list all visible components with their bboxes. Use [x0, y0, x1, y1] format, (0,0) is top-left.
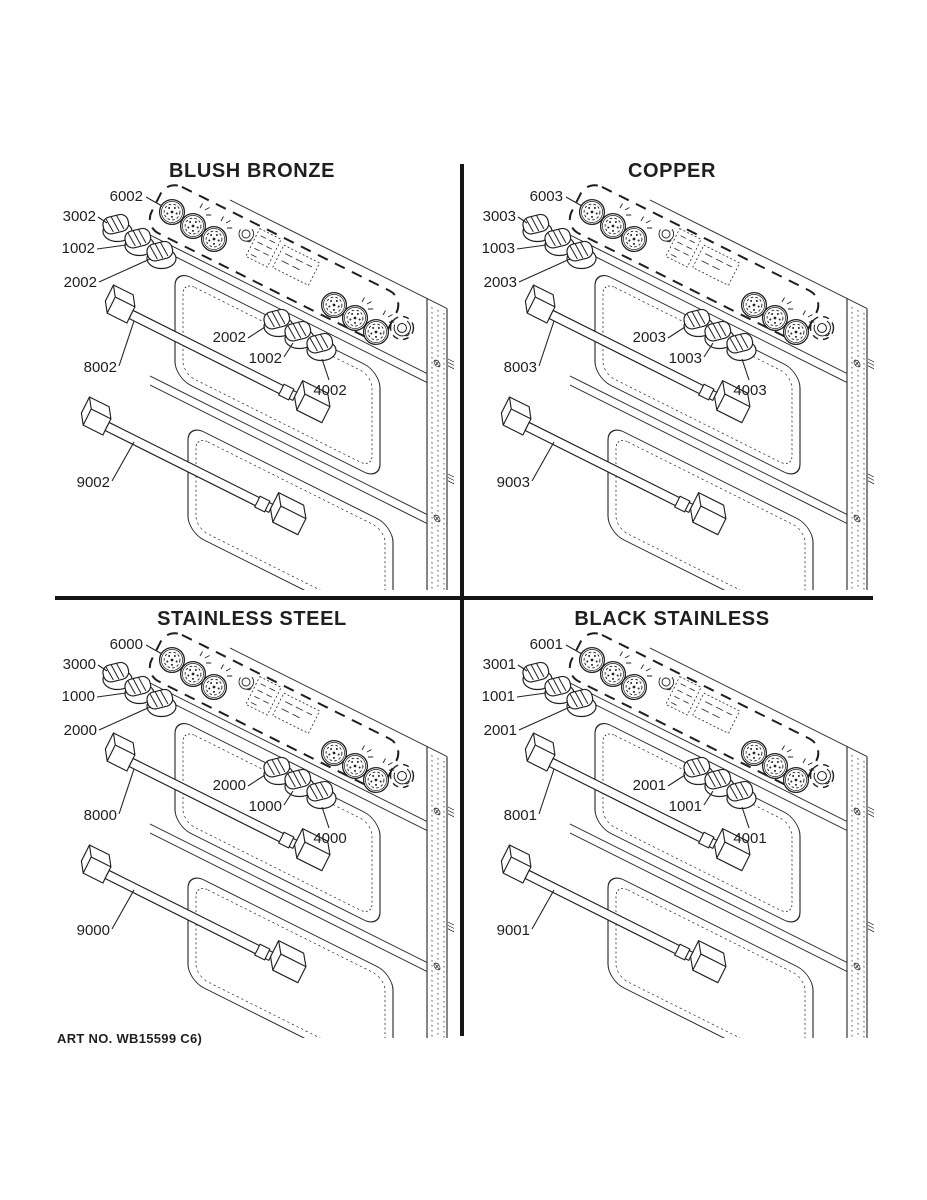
- door-handle-icon: [76, 397, 311, 535]
- callout-label: 1001: [481, 688, 515, 705]
- burner-dial-icon: [657, 674, 675, 691]
- divider-vertical: [460, 164, 464, 1036]
- finish-panel: [470, 158, 874, 590]
- burner-spark-icon: [221, 217, 232, 229]
- callout-label: 2000: [212, 777, 246, 794]
- callout-label: 8003: [503, 359, 537, 376]
- finish-diagram: [50, 158, 454, 590]
- knob-bezel-icon: [601, 214, 626, 239]
- knob-bezel-icon: [181, 214, 206, 239]
- callout-lower-handle: [497, 442, 554, 491]
- door-handle-icon: [100, 285, 335, 423]
- screw-icon: [434, 514, 440, 523]
- callout-label: 9003: [496, 474, 530, 491]
- knob-bezel-icon: [343, 754, 368, 779]
- callout-label: 6001: [529, 636, 563, 653]
- callout-label: 8002: [83, 359, 117, 376]
- callout-center-knob2: [249, 791, 293, 815]
- callout-center-knob3: [733, 359, 766, 399]
- burner-spark-icon: [200, 204, 211, 216]
- callout-label: 9002: [76, 474, 110, 491]
- callout-bezel: [530, 188, 582, 206]
- burner-spark-icon: [782, 746, 793, 758]
- callout-center-knob1: [633, 775, 685, 794]
- callout-label: 1003: [668, 350, 702, 367]
- knob-bezel-icon: [160, 648, 185, 673]
- screw-icon: [854, 807, 860, 816]
- callout-center-knob3: [313, 807, 346, 847]
- knob-bezel-icon: [322, 293, 347, 318]
- door-handle-icon: [520, 733, 755, 871]
- callout-label: 4000: [313, 830, 347, 847]
- knob-bezel-icon: [343, 306, 368, 331]
- knob-bezel-icon: [202, 675, 227, 700]
- screw-icon: [854, 359, 860, 368]
- callout-label: 1000: [61, 688, 95, 705]
- callout-label: 3002: [62, 208, 96, 225]
- finish-title: STAINLESS STEEL: [157, 608, 347, 630]
- knob-bezel-icon: [784, 320, 809, 345]
- knob-bezel-icon: [622, 675, 647, 700]
- callout-label: 2002: [212, 329, 246, 346]
- knob-bezel-icon: [742, 293, 767, 318]
- callout-label: 3000: [62, 656, 96, 673]
- finish-diagram: [470, 606, 874, 1038]
- burner-dial-icon: [814, 321, 830, 336]
- knob-bezel-icon: [763, 306, 788, 331]
- knob-bezel-icon: [601, 662, 626, 687]
- oven-display-cluster: [246, 677, 322, 736]
- callout-label: 1003: [481, 240, 515, 257]
- callout-label: 2003: [632, 329, 666, 346]
- screw-icon: [434, 962, 440, 971]
- callout-knob1: [483, 656, 527, 673]
- callout-upper-handle: [504, 769, 554, 824]
- finish-title: COPPER: [627, 160, 717, 182]
- burner-spark-icon: [362, 298, 373, 310]
- oven-display-cluster: [246, 229, 322, 288]
- knob-bezel-icon: [580, 648, 605, 673]
- callout-bezel: [530, 636, 582, 654]
- callout-label: 4002: [313, 382, 347, 399]
- callout-label: 8001: [503, 807, 537, 824]
- callout-knob2: [482, 240, 546, 257]
- burner-spark-icon: [200, 652, 211, 664]
- knob-bezel-icon: [181, 662, 206, 687]
- knob-bezel-icon: [580, 200, 605, 225]
- art-number: ART NO. WB15599 C6): [57, 1031, 203, 1046]
- burner-dial-icon: [657, 226, 675, 243]
- oven-display-cluster: [666, 677, 742, 736]
- callout-label: 2001: [483, 722, 517, 739]
- burner-dial-icon: [394, 321, 410, 336]
- door-handle-icon: [496, 845, 731, 983]
- callout-knob3: [484, 259, 570, 291]
- burner-spark-icon: [641, 665, 652, 677]
- knob-bezel-icon: [202, 227, 227, 252]
- callout-label: 6000: [109, 636, 143, 653]
- finish-diagram: [470, 158, 874, 590]
- burner-spark-icon: [221, 665, 232, 677]
- callout-label: 9000: [76, 922, 110, 939]
- knob-bezel-icon: [364, 320, 389, 345]
- callout-center-knob3: [313, 359, 346, 399]
- callout-knob2: [62, 240, 126, 257]
- callout-knob1: [483, 208, 527, 225]
- burner-spark-icon: [620, 652, 631, 664]
- callout-label: 1002: [248, 350, 282, 367]
- callout-bezel: [110, 188, 162, 206]
- callout-label: 9001: [496, 922, 530, 939]
- burner-dial-icon: [237, 226, 255, 243]
- finish-title: BLUSH BRONZE: [168, 160, 336, 182]
- screw-icon: [434, 359, 440, 368]
- callout-center-knob1: [213, 327, 265, 346]
- callout-label: 3001: [482, 656, 516, 673]
- callout-knob2: [62, 688, 126, 705]
- callout-center-knob2: [669, 343, 713, 367]
- callout-upper-handle: [504, 321, 554, 376]
- callout-label: 3003: [482, 208, 516, 225]
- callout-label: 2001: [632, 777, 666, 794]
- callout-label: 6003: [529, 188, 563, 205]
- knob-bezel-icon: [784, 768, 809, 793]
- knob-bezel-icon: [160, 200, 185, 225]
- callout-knob3: [64, 707, 150, 739]
- screw-icon: [854, 514, 860, 523]
- finish-panel: [50, 158, 454, 590]
- screw-icon: [854, 962, 860, 971]
- callout-center-knob2: [669, 791, 713, 815]
- callout-label: 4001: [733, 830, 767, 847]
- callout-label: 1000: [248, 798, 282, 815]
- callout-knob1: [63, 656, 107, 673]
- knob-bezel-icon: [364, 768, 389, 793]
- burner-spark-icon: [782, 298, 793, 310]
- callout-bezel: [110, 636, 162, 654]
- callout-label: 1002: [61, 240, 95, 257]
- divider-horizontal: [55, 596, 873, 600]
- callout-upper-handle: [84, 769, 134, 824]
- callout-label: 2000: [63, 722, 97, 739]
- knob-bezel-icon: [742, 741, 767, 766]
- burner-dial-icon: [237, 674, 255, 691]
- door-handle-icon: [496, 397, 731, 535]
- callout-label: 2002: [63, 274, 97, 291]
- callout-lower-handle: [77, 442, 134, 491]
- callout-center-knob1: [213, 775, 265, 794]
- burner-spark-icon: [641, 217, 652, 229]
- finish-panel: [470, 606, 874, 1038]
- callout-label: 1001: [668, 798, 702, 815]
- door-handle-icon: [520, 285, 755, 423]
- callout-label: 8000: [83, 807, 117, 824]
- callout-label: 6002: [109, 188, 143, 205]
- finish-panel: [50, 606, 454, 1038]
- door-handle-icon: [76, 845, 311, 983]
- callout-center-knob3: [733, 807, 766, 847]
- door-handle-icon: [100, 733, 335, 871]
- callout-label: 4003: [733, 382, 767, 399]
- screw-icon: [434, 807, 440, 816]
- burner-spark-icon: [620, 204, 631, 216]
- burner-spark-icon: [362, 746, 373, 758]
- callout-knob3: [484, 707, 570, 739]
- callout-knob1: [63, 208, 107, 225]
- knob-bezel-icon: [763, 754, 788, 779]
- callout-knob2: [482, 688, 546, 705]
- callout-lower-handle: [77, 890, 134, 939]
- callout-label: 2003: [483, 274, 517, 291]
- finish-title: BLACK STAINLESS: [574, 608, 770, 630]
- finish-diagram: [50, 606, 454, 1038]
- callout-upper-handle: [84, 321, 134, 376]
- knob-bezel-icon: [322, 741, 347, 766]
- burner-dial-icon: [394, 769, 410, 784]
- callout-knob3: [64, 259, 150, 291]
- callout-center-knob2: [249, 343, 293, 367]
- oven-display-cluster: [666, 229, 742, 288]
- callout-center-knob1: [633, 327, 685, 346]
- burner-dial-icon: [814, 769, 830, 784]
- knob-bezel-icon: [622, 227, 647, 252]
- callout-lower-handle: [497, 890, 554, 939]
